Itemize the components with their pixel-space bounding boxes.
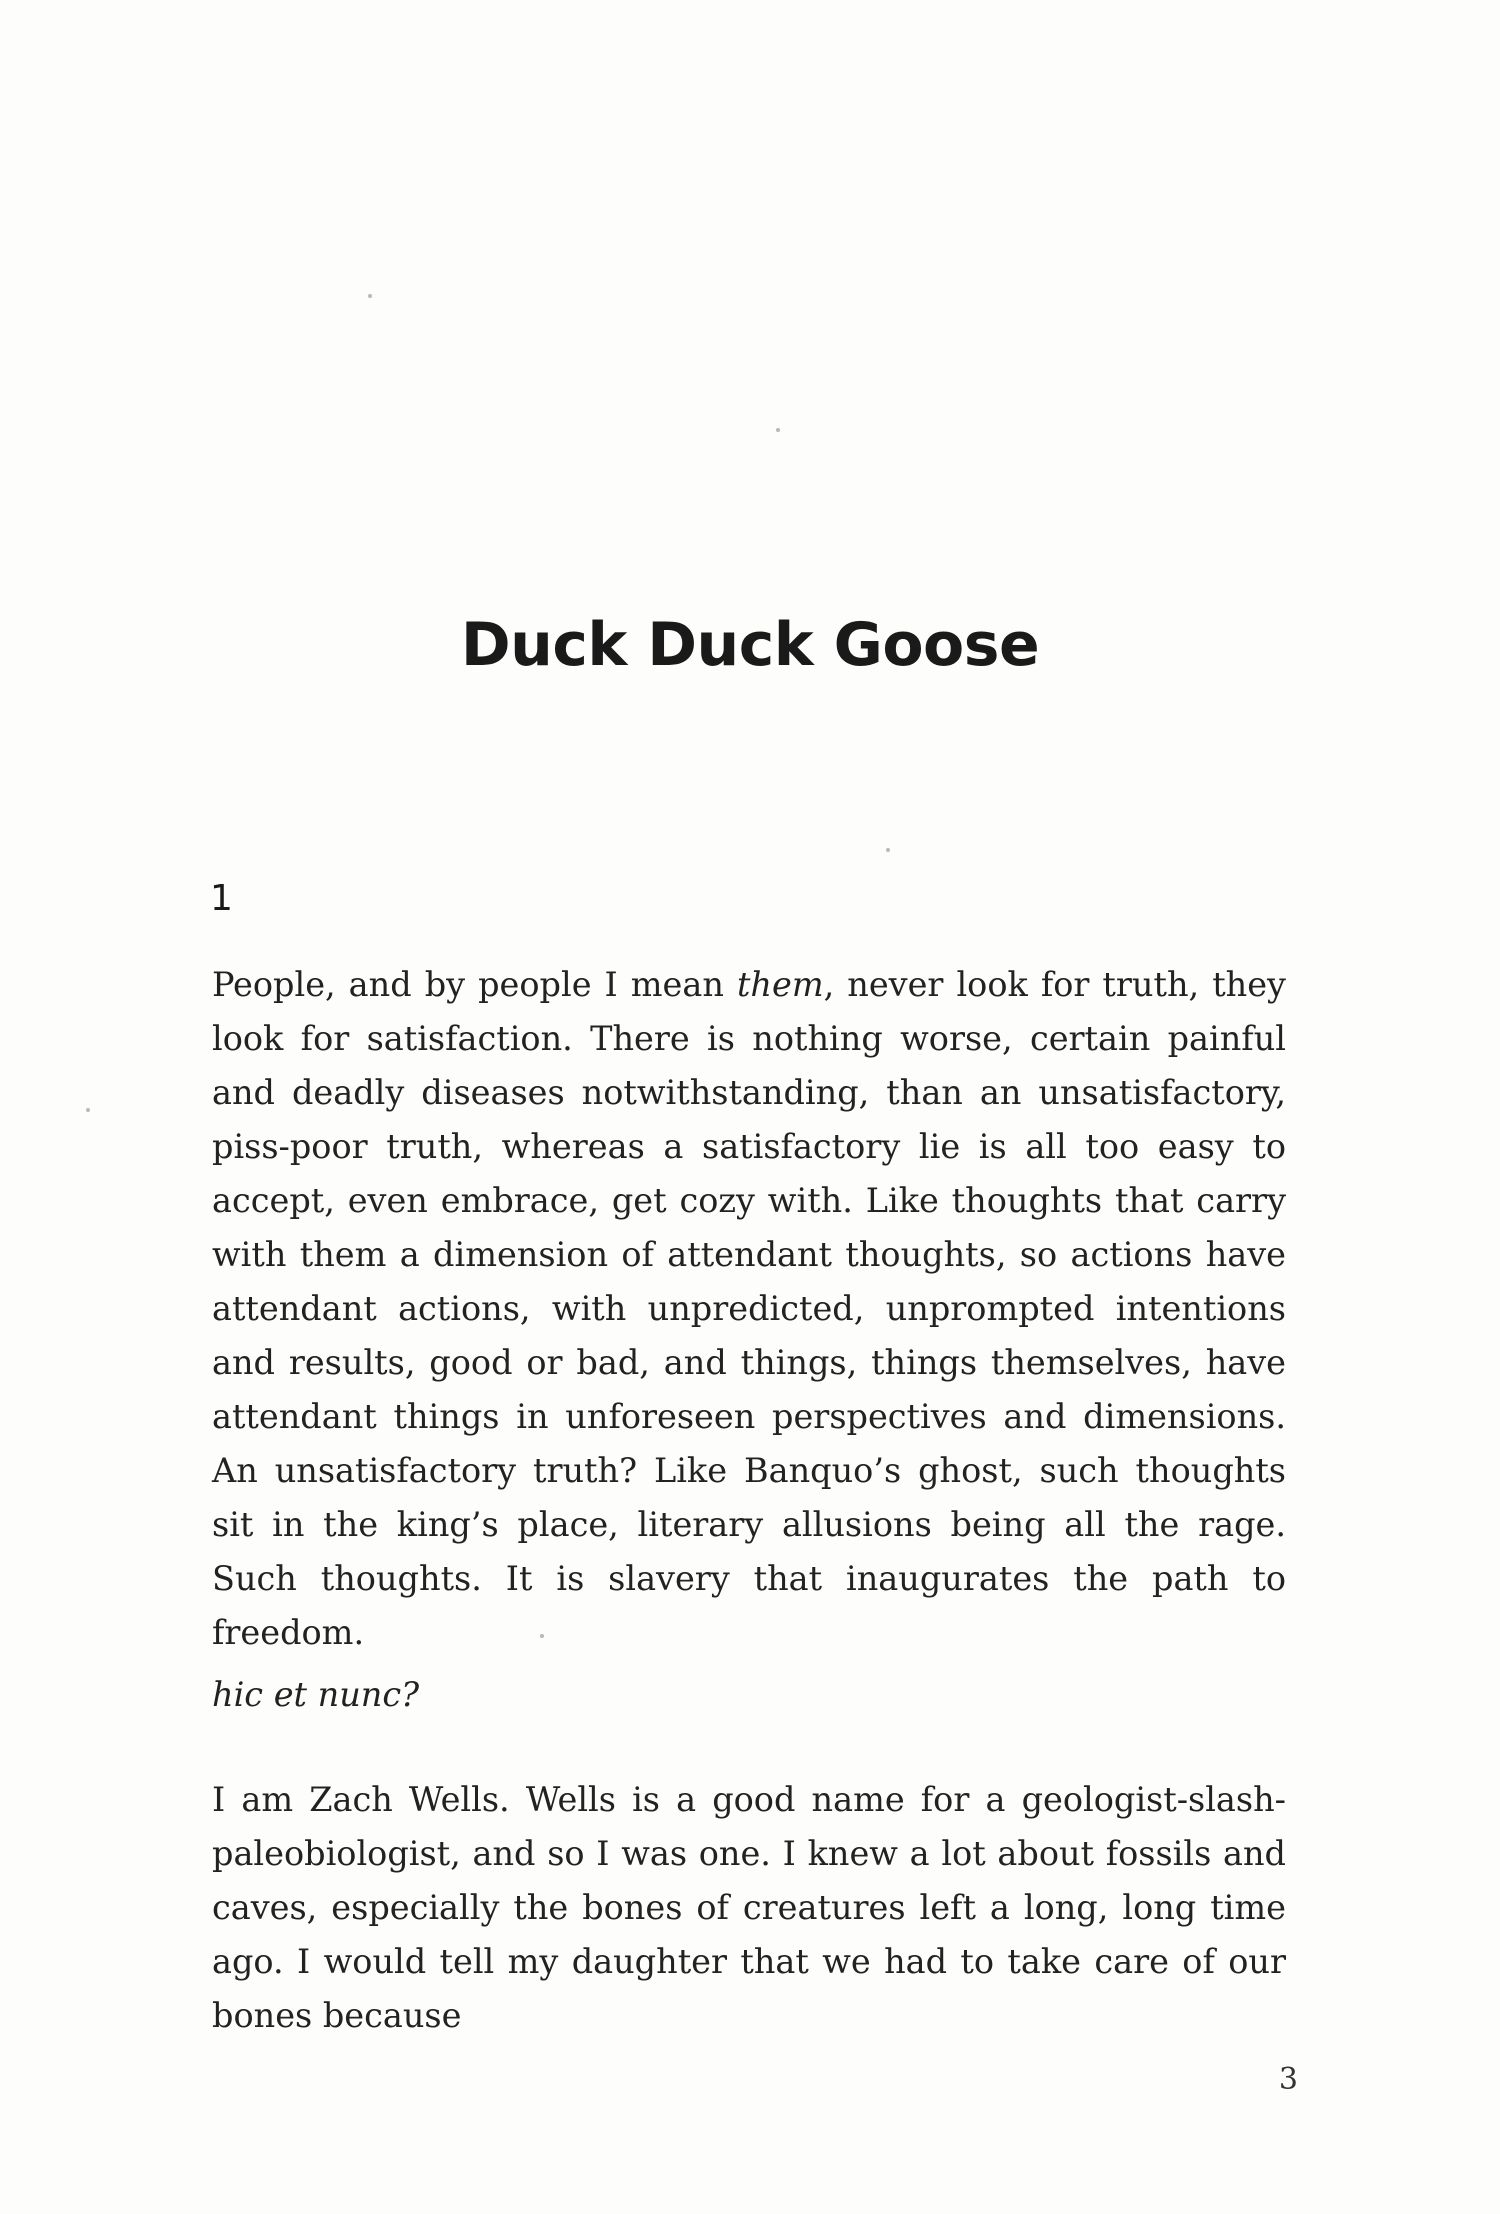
scan-speck <box>776 428 780 432</box>
paragraph-3: I am Zach Wells. Wells is a good name for a geologist-slash-paleobiologist, and so I was one. I knew a lot about fossils and caves, especially the bones of creatures left a long, long time ago. I would tell my daughter that we had to take care of our bones because <box>212 1780 1286 2035</box>
section-number: 1 <box>210 878 233 919</box>
page-number: 3 <box>1278 2062 1298 2097</box>
scan-speck <box>368 294 372 298</box>
emphasis-them: them <box>736 965 824 1004</box>
paragraph-1-rest: , never look for truth, they look for satisfaction. There is nothing worse, certain painful and deadly diseases notwithstanding, than an unsatisfactory, piss-poor truth, whereas a satisfactory lie is all too easy to accept, even embrace, get cozy with. Like thoughts that carry with them a dimension of attendant thoughts, so actions have attendant actions, with unpredicted, unprompted intentions and results, good or bad, and things, things themselves, have attendant things in unforeseen perspectives and dimensions. An unsatisfactory truth? Like Banquo’s ghost, such thoughts sit in the king’s place, literary allusions being all the rage. Such thoughts. It is slavery that inaugurates the path to freedom. <box>212 965 1286 1652</box>
chapter-title: Duck Duck Goose <box>460 610 1040 680</box>
scan-speck <box>86 1108 90 1112</box>
paragraph-1-lead: People, and by people I mean <box>212 965 737 1004</box>
paragraph-1 <box>212 958 1286 1660</box>
paragraph-2: hic et nunc? <box>212 1675 420 1714</box>
scan-speck <box>886 848 890 852</box>
